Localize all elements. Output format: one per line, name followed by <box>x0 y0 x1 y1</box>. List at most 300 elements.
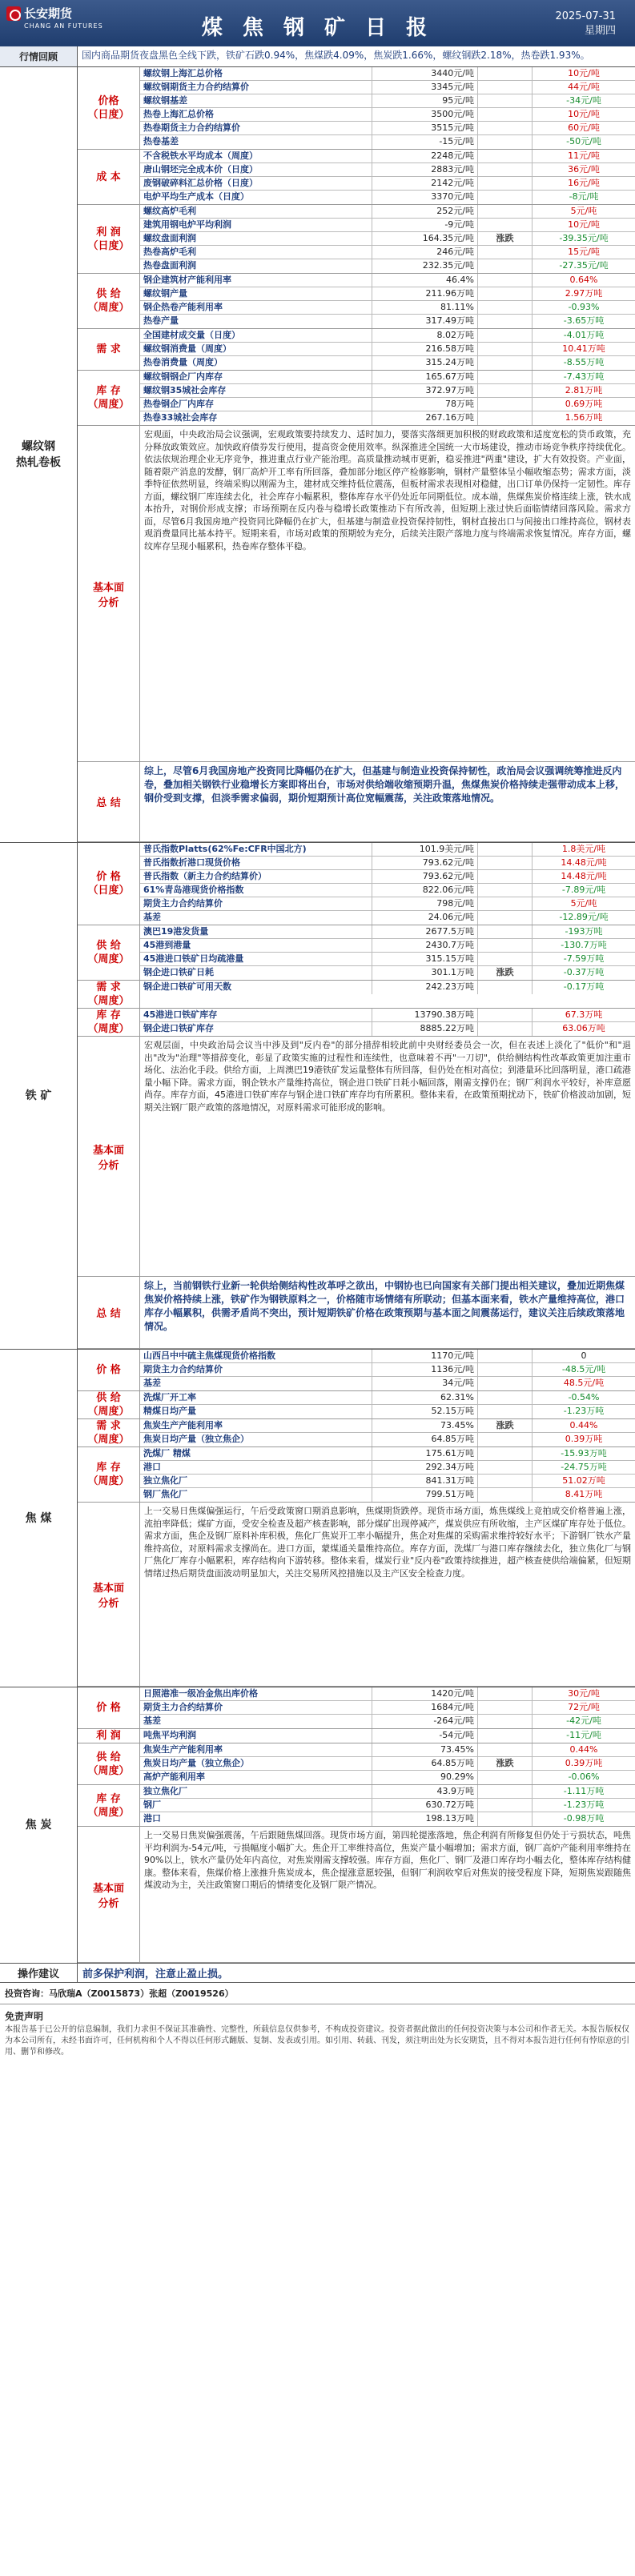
indicator-name: 螺纹钢钢企厂内库存 <box>140 371 372 383</box>
report-header <box>0 0 635 46</box>
indicator-group <box>78 67 635 150</box>
advice-label: 操作建议 <box>0 1964 78 1982</box>
indicator-name: 普氏指数（新主力合约结算价） <box>140 870 372 883</box>
indicator-value: 242.23万吨 <box>372 981 478 994</box>
change-value: 11元/吨 <box>568 150 600 161</box>
change-value: 0.44% <box>569 1744 598 1755</box>
summary-text: 综上，当前钢铁行业新一轮供给侧结构性改革呼之欲出，中钢协也已向国家有关部门提出相关建议，叠加近期焦煤焦炭价格持续上涨，铁矿作为钢铁原料之一，价格随市场情绪有所联动；但基本面来看，铁水产量维持高位，港口库存小幅累积，供需矛盾尚不突出，预计短期铁矿价格在政策预期与基本面之间震荡运行，建议关注后续政策落地情况。 <box>144 1280 625 1332</box>
trend-label <box>478 301 533 314</box>
section-body <box>78 1350 635 1687</box>
change-value: 0 <box>581 1350 587 1361</box>
indicator-name: 建筑用钢电炉平均利润 <box>140 219 372 231</box>
trend-label <box>478 246 533 259</box>
indicator-name: 独立焦化厂 <box>140 1475 372 1487</box>
indicator-value: -54元/吨 <box>372 1729 478 1743</box>
group-label: 利 润 <box>78 1729 140 1743</box>
analysis-label: 基本面 分析 <box>78 1827 140 1962</box>
table-row <box>140 870 635 884</box>
indicator-value: 78万吨 <box>372 398 478 411</box>
indicator-name: 期货主力合约结算价 <box>140 1363 372 1376</box>
indicator-name: 全国建材成交量（日度） <box>140 329 372 342</box>
indicator-value: 2430.7万吨 <box>372 939 478 952</box>
indicator-name: 焦炭生产产能利用率 <box>140 1743 372 1756</box>
trend-label <box>478 274 533 287</box>
operation-advice <box>0 1964 635 1983</box>
table-row <box>140 301 635 315</box>
indicator-name: 螺纹钢上海汇总价格 <box>140 67 372 80</box>
indicator-name: 基差 <box>140 1377 372 1390</box>
change-value: -39.35元/吨 <box>559 233 609 243</box>
indicator-value: 24.06元/吨 <box>372 911 478 925</box>
market-analysis <box>78 1827 635 1963</box>
change-value: -193万吨 <box>565 926 603 937</box>
group-label: 库 存 （周度） <box>78 1785 140 1826</box>
trend-label <box>478 122 533 134</box>
change-value: 1.56万吨 <box>565 412 603 423</box>
indicator-name: 洗煤厂 精煤 <box>140 1447 372 1460</box>
indicator-value: 793.62元/吨 <box>372 857 478 869</box>
table-row <box>140 966 635 980</box>
table-row <box>140 398 635 411</box>
change-value: 5元/吨 <box>570 206 597 216</box>
table-row <box>140 343 635 356</box>
indicator-group <box>78 1729 635 1743</box>
group-label: 利 润 （日度） <box>78 205 140 273</box>
market-analysis <box>78 1037 635 1277</box>
trend-label <box>478 981 533 994</box>
trend-label <box>478 953 533 965</box>
indicator-value: 13790.38万吨 <box>372 1009 478 1021</box>
trend-label <box>478 1743 533 1756</box>
change-value: -7.89元/吨 <box>561 885 606 895</box>
indicator-group <box>78 205 635 274</box>
table-row <box>140 953 635 966</box>
indicator-name: 钢企热卷产能利用率 <box>140 301 372 314</box>
logo-en-text: CHANG AN FUTURES <box>24 22 103 30</box>
table-row <box>140 1391 635 1405</box>
section-body <box>78 1687 635 1963</box>
indicator-name: 期货主力合约结算价 <box>140 1701 372 1714</box>
indicator-name: 钢企建筑材产能利用率 <box>140 274 372 287</box>
change-value: -24.75万吨 <box>561 1462 607 1472</box>
change-value: 0.64% <box>569 275 598 285</box>
market-review-label: 行情回顾 <box>0 46 78 66</box>
weekday-value: 星期四 <box>584 25 616 37</box>
trend-label <box>478 371 533 383</box>
indicator-name: 45港进口铁矿库存 <box>140 1009 372 1021</box>
group-label: 价 格 （日度） <box>78 843 140 925</box>
table-row <box>140 1419 635 1433</box>
table-row <box>140 219 635 232</box>
indicator-name: 精煤日均产量 <box>140 1405 372 1418</box>
trend-label <box>478 925 533 938</box>
indicator-name: 热卷33城社会库存 <box>140 411 372 425</box>
trend-label <box>478 1475 533 1487</box>
indicator-value: 793.62元/吨 <box>372 870 478 883</box>
indicator-value: 216.58万吨 <box>372 343 478 355</box>
change-value: 72元/吨 <box>568 1702 600 1712</box>
section-3 <box>0 1687 635 1964</box>
section-label: 焦 炭 <box>0 1687 78 1963</box>
logo-text: 长安期货 <box>24 6 73 21</box>
indicator-name: 独立焦化厂 <box>140 1785 372 1798</box>
trend-label <box>478 1812 533 1826</box>
indicator-value: 64.85万吨 <box>372 1433 478 1446</box>
indicator-group <box>78 1447 635 1503</box>
indicator-value: 1420元/吨 <box>372 1687 478 1700</box>
trend-label <box>478 329 533 342</box>
table-row <box>140 163 635 177</box>
summary-text: 综上，尽管6月我国房地产投资同比降幅仍在扩大，但基建与制造业投资保持韧性，政治局会议强调统筹推进反内卷，叠加相关钢铁行业稳增长方案即将出台，市场对供给端收缩预期升温，焦煤焦炭价格持续走强带动成本上移，钢价受到支撑，但淡季需求偏弱，期价短期预计高位宽幅震荡，关注政策落地情况。 <box>144 765 625 804</box>
change-value: -34元/吨 <box>566 95 601 106</box>
group-label: 库 存 （周度） <box>78 1447 140 1502</box>
change-value: -8元/吨 <box>569 191 599 202</box>
change-value: 14.48元/吨 <box>561 857 607 868</box>
trend-label <box>478 94 533 107</box>
trend-label: 涨跌 <box>478 232 533 245</box>
table-row <box>140 177 635 191</box>
table-row <box>140 897 635 911</box>
trend-label <box>478 343 533 355</box>
trend-label <box>478 1350 533 1362</box>
table-row <box>140 1715 635 1728</box>
disclaimer-title: 免责声明 <box>5 2011 44 2022</box>
trend-label <box>478 884 533 897</box>
indicator-value: 95元/吨 <box>372 94 478 107</box>
indicator-group <box>78 1785 635 1827</box>
table-row <box>140 67 635 81</box>
report-title: 煤 焦 钢 矿 日 报 <box>201 16 434 40</box>
trend-label <box>478 259 533 273</box>
group-label: 需 求 （周度） <box>78 1419 140 1446</box>
indicator-value: 292.34万吨 <box>372 1461 478 1474</box>
change-value: 15元/吨 <box>568 247 600 257</box>
market-analysis <box>78 426 635 762</box>
indicator-name: 钢企进口铁矿库存 <box>140 1022 372 1036</box>
trend-label <box>478 219 533 231</box>
indicator-name: 钢企进口铁矿可用天数 <box>140 981 372 994</box>
indicator-group <box>78 1743 635 1785</box>
table-row <box>140 122 635 135</box>
trend-label <box>478 897 533 910</box>
trend-label <box>478 1377 533 1390</box>
indicator-value: 630.72万吨 <box>372 1799 478 1812</box>
indicator-name: 螺纹盘面利润 <box>140 232 372 245</box>
indicator-value: 3500元/吨 <box>372 108 478 121</box>
trend-label <box>478 911 533 925</box>
indicator-name: 焦炭日均产量（独立焦企） <box>140 1433 372 1446</box>
indicator-value: 198.13万吨 <box>372 1812 478 1826</box>
indicator-name: 基差 <box>140 911 372 925</box>
indicator-value: 64.85万吨 <box>372 1757 478 1770</box>
trend-label <box>478 398 533 411</box>
group-label: 供 给 （周度） <box>78 925 140 980</box>
indicator-value: -9元/吨 <box>372 219 478 231</box>
indicator-name: 螺纹钢产量 <box>140 287 372 300</box>
indicator-name: 螺纹钢35城社会库存 <box>140 384 372 397</box>
indicator-value: 90.29% <box>372 1771 478 1784</box>
analysis-label: 基本面 分析 <box>78 1037 140 1276</box>
indicator-value: 175.61万吨 <box>372 1447 478 1460</box>
analysis-text: 宏观面，中央政治局会议强调，宏观政策要持续发力、适时加力，要落实落细更加积极的财政政策和适度宽松的货币政策，充分释放政策效应。加快政府债券发行使用，提高资金使用效率。纵深推进全国统一大市场建设，推动市场竞争秩序持续优化。依法依规治理企业无序竞争，推进重点行业产能治理。高质量推动城市更新，稳妥推进"两重"建设，扩大有效投资。产业面，随着限产消息的发酵，钢厂高炉开工率有所回落，叠加部分地区停产检修影响，钢材产量整体呈小幅收缩态势；需求方面，淡季特征依然明显，终端采购以刚需为主，建材成交维持低位震荡，但板材需求表现相对稳健，出口订单仍保持一定韧性。库存方面，螺纹钢厂库连续去化，社会库存小幅累积，整体库存水平仍处近年同期低位。成本端，焦煤焦炭价格连续上涨，铁水成本抬升，对钢价形成支撑；市场预期在反内卷与稳增长政策推动下有所改善，但短期上涨过快后面临情绪回落风险。需求方面，尽管6月我国房地产投资同比降幅仍在扩大，但基建与制造业投资保持韧性，钢材直接出口与间接出口维持高位，钢材表观消费量同比基本持平。短期来看，市场对政策的预期较为充分，后续关注限产落地力度与终端需求恢复情况。库存方面，螺纹库存呈现小幅累积，热卷库存整体平稳。 <box>144 429 631 552</box>
section-2 <box>0 1350 635 1687</box>
group-label: 需 求 （周度） <box>78 981 140 1008</box>
section-label: 焦 煤 <box>0 1350 78 1687</box>
change-value: -11元/吨 <box>566 1730 601 1740</box>
indicator-value: 62.31% <box>372 1391 478 1404</box>
trend-label <box>478 205 533 218</box>
change-value: -7.43万吨 <box>563 371 605 382</box>
table-row <box>140 232 635 246</box>
indicator-name: 普氏指数折港口现货价格 <box>140 857 372 869</box>
section-label: 螺纹钢 热轧卷板 <box>0 67 78 842</box>
table-row <box>140 150 635 163</box>
group-label: 供 给 （周度） <box>78 1391 140 1418</box>
market-review-text: 国内商品期货夜盘黑色全线下跌，铁矿石跌0.94%，焦煤跌4.09%，焦炭跌1.66%，螺纹钢跌2.18%，热卷跌1.93%。 <box>82 50 590 61</box>
section-body <box>78 67 635 842</box>
table-row <box>140 1701 635 1715</box>
change-value: 2.97万吨 <box>565 288 603 299</box>
change-value: 63.06万吨 <box>562 1023 605 1033</box>
trend-label: 涨跌 <box>478 966 533 980</box>
section-label: 铁 矿 <box>0 843 78 1349</box>
change-value: -1.23万吨 <box>563 1800 605 1810</box>
table-row <box>140 108 635 122</box>
trend-label <box>478 1799 533 1812</box>
trend-label <box>478 1022 533 1036</box>
indicator-value: -264元/吨 <box>372 1715 478 1728</box>
change-value: 1.8美元/吨 <box>561 844 606 854</box>
indicator-group <box>78 274 635 329</box>
table-row <box>140 1757 635 1771</box>
table-row <box>140 1447 635 1461</box>
group-label: 价 格 <box>78 1350 140 1390</box>
trend-label <box>478 1771 533 1784</box>
indicator-value: 43.9万吨 <box>372 1785 478 1798</box>
indicator-name: 高炉产能利用率 <box>140 1771 372 1784</box>
indicator-name: 洗煤厂开工率 <box>140 1391 372 1404</box>
table-row <box>140 857 635 870</box>
summary <box>78 762 635 842</box>
indicator-name: 钢厂 <box>140 1799 372 1812</box>
indicator-value: 3440元/吨 <box>372 67 478 80</box>
indicator-value: 3370元/吨 <box>372 191 478 204</box>
table-row <box>140 939 635 953</box>
change-value: 14.48元/吨 <box>561 871 607 881</box>
table-row <box>140 411 635 425</box>
table-row <box>140 1488 635 1502</box>
change-value: 0.39万吨 <box>565 1758 603 1768</box>
indicator-group <box>78 1687 635 1729</box>
indicator-name: 澳巴19港发货量 <box>140 925 372 938</box>
trend-label <box>478 1488 533 1502</box>
table-row <box>140 1475 635 1488</box>
indicator-value: 317.49万吨 <box>372 315 478 328</box>
change-value: -7.59万吨 <box>563 953 605 964</box>
indicator-name: 螺纹钢基差 <box>140 94 372 107</box>
indicator-value: 799.51万吨 <box>372 1488 478 1502</box>
trend-label <box>478 843 533 856</box>
table-row <box>140 1812 635 1826</box>
indicator-group <box>78 1419 635 1447</box>
section-1 <box>0 843 635 1350</box>
table-row <box>140 1461 635 1475</box>
indicator-name: 钢企进口铁矿日耗 <box>140 966 372 980</box>
analysis-label: 基本面 分析 <box>78 426 140 761</box>
table-row <box>140 1799 635 1812</box>
indicator-name: 不含税铁水平均成本（周度） <box>140 150 372 163</box>
group-label: 成 本 <box>78 150 140 204</box>
indicator-group <box>78 150 635 205</box>
change-value: 8.41万吨 <box>565 1489 603 1499</box>
change-value: 16元/吨 <box>568 178 600 188</box>
change-value: -0.06% <box>568 1772 600 1782</box>
change-value: -0.93% <box>568 302 600 312</box>
table-row <box>140 1405 635 1418</box>
market-review <box>0 46 635 67</box>
change-value: 48.5元/吨 <box>563 1378 605 1388</box>
table-row <box>140 911 635 925</box>
disclaimer-text: 本报告基于已公开的信息编制，我们力求但不保证其准确性、完整性，所载信息仅供参考，不构成投资建议。投资者据此做出的任何投资决策与本公司和作者无关。本报告版权仅为本公司所有，未经书面许可，任何机构和个人不得以任何形式翻版、复制、发表或引用。如引用、转载、刊发，须注明出处为长安期货，且不得对本报告进行任何有悖原意的引用、删节和修改。 <box>5 2025 629 2056</box>
indicator-name: 热卷消费量（周度） <box>140 356 372 370</box>
change-value: -42元/吨 <box>566 1715 601 1726</box>
trend-label <box>478 356 533 370</box>
authors: 投资咨询：马欣瑞A（Z0015873）张超（Z0019526） <box>0 1983 635 2004</box>
change-value: -0.37万吨 <box>563 967 605 977</box>
table-row <box>140 246 635 259</box>
indicator-name: 基差 <box>140 1715 372 1728</box>
trend-label <box>478 384 533 397</box>
table-row <box>140 1785 635 1799</box>
table-row <box>140 1022 635 1036</box>
indicator-value: 315.24万吨 <box>372 356 478 370</box>
indicator-name: 热卷盘面利润 <box>140 259 372 273</box>
change-value: 51.02万吨 <box>562 1475 605 1486</box>
trend-label <box>478 939 533 952</box>
indicator-group <box>78 371 635 426</box>
change-value: -8.55万吨 <box>563 357 605 367</box>
trend-label <box>478 135 533 149</box>
indicator-name: 废钢破碎料汇总价格（日度） <box>140 177 372 190</box>
table-row <box>140 94 635 108</box>
change-value: 67.3万吨 <box>565 1009 603 1020</box>
indicator-name: 热卷高炉毛利 <box>140 246 372 259</box>
change-value: -0.17万吨 <box>563 981 605 992</box>
indicator-group <box>78 1009 635 1037</box>
indicator-name: 45港到港量 <box>140 939 372 952</box>
table-row <box>140 925 635 939</box>
indicator-name: 日照港准一级冶金焦出库价格 <box>140 1687 372 1700</box>
table-row <box>140 1363 635 1377</box>
trend-label <box>478 287 533 300</box>
indicator-value: 2248元/吨 <box>372 150 478 163</box>
trend-label <box>478 163 533 176</box>
trend-label <box>478 857 533 869</box>
trend-label <box>478 870 533 883</box>
indicator-value: 73.45% <box>372 1743 478 1756</box>
trend-label <box>478 1447 533 1460</box>
table-row <box>140 1009 635 1022</box>
indicator-value: 211.96万吨 <box>372 287 478 300</box>
change-value: 10元/吨 <box>568 109 600 119</box>
indicator-value: 101.9美元/吨 <box>372 843 478 856</box>
trend-label <box>478 1433 533 1446</box>
indicator-name: 45港进口铁矿日均疏港量 <box>140 953 372 965</box>
sections-container <box>0 67 635 1964</box>
summary-label: 总 结 <box>78 762 140 841</box>
trend-label <box>478 315 533 328</box>
indicator-group <box>78 981 635 1009</box>
change-value: 5元/吨 <box>570 898 597 909</box>
table-row <box>140 981 635 994</box>
report-date <box>555 10 616 38</box>
change-value: 44元/吨 <box>568 82 600 92</box>
change-value: -130.7万吨 <box>561 940 607 950</box>
trend-label <box>478 1363 533 1376</box>
table-row <box>140 1377 635 1390</box>
table-row <box>140 1433 635 1446</box>
indicator-value: 841.31万吨 <box>372 1475 478 1487</box>
table-row <box>140 1729 635 1743</box>
indicator-name: 焦炭日均产量（独立焦企） <box>140 1757 372 1770</box>
indicator-value: 3345元/吨 <box>372 81 478 94</box>
analysis-text: 上一交易日焦煤偏强运行，午后受政策窗口期消息影响，焦煤期货跌停。现货市场方面，炼焦煤线上竞拍成交价格普遍上涨，流拍率降低；煤矿方面，受安全检查及超产核查影响，部分煤矿出现停减产，煤炭供应有所收缩，主产区煤矿库存处于低位。需求方面，焦企及钢厂原料补库积极，焦化厂焦炭开工率小幅提升，焦企对焦煤的采购需求维持较好水平；下游钢厂铁水产量维持高位，对原料需求支撑尚在。进口方面，蒙煤通关量维持高位。库存方面，洗煤厂与港口库存继续去化，独立焦化厂与钢厂焦化厂库存小幅累积，库存结构向下游转移。整体来看，煤炭行业"反内卷"政策持续推进，超产核查使供给端偏紧，但短期情绪过热后期货盘面波动明显加大，关注交易所风控措施以及主产区安全检查力度。 <box>144 1506 631 1579</box>
change-value: -3.65万吨 <box>563 315 605 326</box>
group-label: 供 给 （周度） <box>78 1743 140 1784</box>
indicator-value: 34元/吨 <box>372 1377 478 1390</box>
group-label: 库 存 （周度） <box>78 1009 140 1036</box>
indicator-value: 52.15万吨 <box>372 1405 478 1418</box>
indicator-value: 81.11% <box>372 301 478 314</box>
change-value: -4.01万吨 <box>563 330 605 340</box>
indicator-value: 2677.5万吨 <box>372 925 478 938</box>
analysis-label: 基本面 分析 <box>78 1503 140 1686</box>
group-label: 供 给 （周度） <box>78 274 140 328</box>
table-row <box>140 843 635 857</box>
trend-label <box>478 108 533 121</box>
table-row <box>140 884 635 897</box>
indicator-value: -15元/吨 <box>372 135 478 149</box>
indicator-name: 焦炭生产产能利用率 <box>140 1419 372 1432</box>
change-value: -50元/吨 <box>566 136 601 146</box>
trend-label <box>478 1461 533 1474</box>
analysis-text: 宏观层面，中央政治局会议当中涉及到"反内卷"的部分措辞相较此前中央财经委员会一次，但在表述上淡化了"低价"和"退出"改为"治理"等措辞变化，彰显了政策实施的过程性和连续性，也意味着不再"一刀切"，供给侧结构性改革政策更加注重市场化、法治化手段。供给方面，上周澳巴19港铁矿发运量整体有所回落，但仍处在相对高位；到港量环比回落明显，港口疏港量小幅下降。需求方面，钢企铁水产量维持高位，钢企进口铁矿日耗小幅回落，刚需支撑仍在；钢厂利润水平较好，补库意愿尚存。库存方面，45港进口铁矿库存与钢企进口铁矿库存均有所累积。整体来看，在政策预期扰动下，铁矿价格波动加剧，短期关注钢厂限产政策的落地情况，对原料需求可能形成的影响。 <box>144 1040 631 1113</box>
indicator-name: 山西吕中中硫主焦煤现货价格指数 <box>140 1350 372 1362</box>
indicator-value: 315.15万吨 <box>372 953 478 965</box>
indicator-name: 港口 <box>140 1812 372 1826</box>
indicator-group <box>78 329 635 371</box>
change-value: -48.5元/吨 <box>561 1364 606 1374</box>
trend-label <box>478 1729 533 1743</box>
table-row <box>140 191 635 204</box>
indicator-name: 螺纹钢期货主力合约结算价 <box>140 81 372 94</box>
indicator-group <box>78 1391 635 1419</box>
change-value: 30元/吨 <box>568 1688 600 1699</box>
indicator-name: 热卷钢企厂内库存 <box>140 398 372 411</box>
trend-label <box>478 191 533 204</box>
indicator-group <box>78 925 635 981</box>
trend-label <box>478 67 533 80</box>
trend-label <box>478 150 533 163</box>
indicator-name: 热卷产量 <box>140 315 372 328</box>
change-value: 60元/吨 <box>568 122 600 133</box>
table-row <box>140 205 635 219</box>
indicator-name: 61%青岛港现货价格指数 <box>140 884 372 897</box>
table-row <box>140 81 635 94</box>
change-value: -0.98万吨 <box>563 1813 605 1824</box>
indicator-value: 822.06元/吨 <box>372 884 478 897</box>
table-row <box>140 259 635 273</box>
